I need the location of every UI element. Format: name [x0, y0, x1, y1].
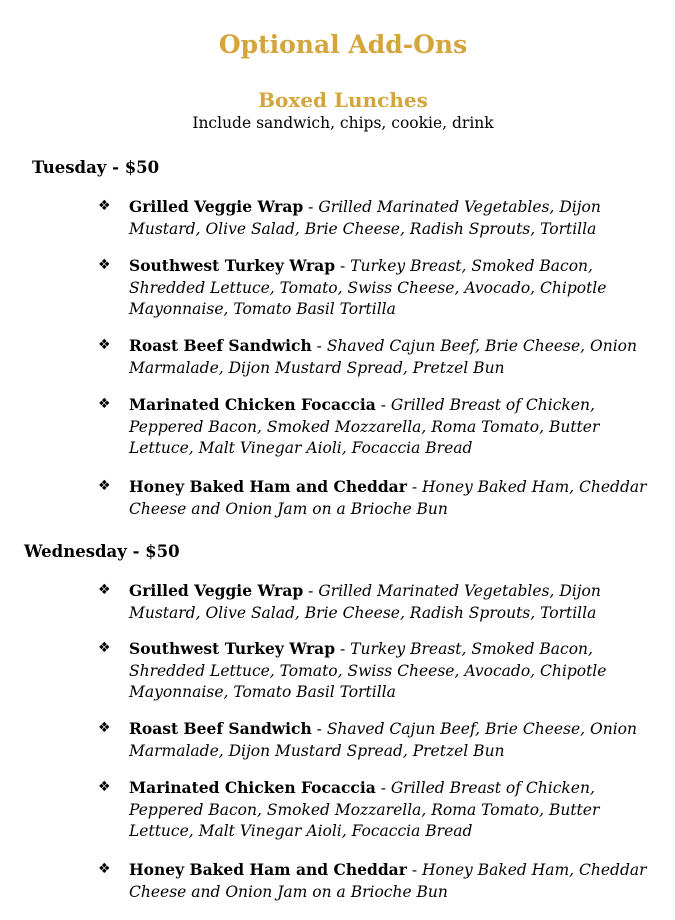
diamond-bullet-icon: ❖	[98, 582, 111, 598]
diamond-bullet-icon: ❖	[98, 478, 111, 494]
item-description: Grilled Marinated Vegetables, Dijon Mustard, Olive Salad, Brie Cheese, Radish Sprouts, Tortilla	[129, 198, 601, 238]
item-description: Shaved Cajun Beef, Brie Cheese, Onion Marmalade, Dijon Mustard Spread, Pretzel Bun	[129, 337, 637, 377]
item-description: Shaved Cajun Beef, Brie Cheese, Onion Marmalade, Dijon Mustard Spread, Pretzel Bun	[129, 720, 637, 760]
section-title: Boxed Lunches	[258, 88, 428, 112]
item-name: Marinated Chicken Focaccia	[129, 778, 376, 797]
menu-item	[98, 476, 664, 520]
item-description: Turkey Breast, Smoked Bacon, Shredded Lettuce, Tomato, Swiss Cheese, Avocado, Chipotle Mayonnaise, Tomato Basil Tortilla	[129, 640, 607, 701]
item-description: Grilled Breast of Chicken, Peppered Bacon, Smoked Mozzarella, Roma Tomato, Butter Lettuce, Malt Vinegar Aioli, Focaccia Bread	[129, 779, 600, 840]
item-name: Southwest Turkey Wrap	[129, 639, 336, 658]
diamond-bullet-icon: ❖	[98, 861, 111, 877]
diamond-bullet-icon: ❖	[98, 396, 111, 412]
item-name: Roast Beef Sandwich	[129, 719, 312, 738]
menu-item	[98, 718, 664, 762]
item-separator: -	[335, 257, 351, 275]
day-heading-wednesday: Wednesday - $50	[24, 542, 180, 561]
diamond-bullet-icon: ❖	[98, 257, 111, 273]
diamond-bullet-icon: ❖	[98, 640, 111, 656]
item-separator: -	[375, 396, 391, 414]
menu-item	[98, 335, 664, 379]
menu-item	[98, 196, 664, 240]
item-name: Grilled Veggie Wrap	[129, 197, 304, 216]
item-name: Roast Beef Sandwich	[129, 336, 312, 355]
item-separator: -	[311, 337, 327, 355]
item-separator: -	[303, 582, 319, 600]
diamond-bullet-icon: ❖	[98, 198, 111, 214]
menu-item	[98, 580, 664, 624]
item-name: Southwest Turkey Wrap	[129, 256, 336, 275]
item-description: Honey Baked Ham, Cheddar Cheese and Onion Jam on a Brioche Bun	[129, 861, 647, 901]
item-separator: -	[375, 779, 391, 797]
item-separator: -	[303, 198, 319, 216]
diamond-bullet-icon: ❖	[98, 337, 111, 353]
item-separator: -	[311, 720, 327, 738]
item-separator: -	[406, 861, 422, 879]
menu-item	[98, 394, 664, 460]
menu-item	[98, 638, 664, 704]
menu-item	[98, 777, 664, 843]
item-description: Turkey Breast, Smoked Bacon, Shredded Lettuce, Tomato, Swiss Cheese, Avocado, Chipotle Mayonnaise, Tomato Basil Tortilla	[129, 257, 607, 318]
menu-item	[98, 859, 664, 903]
section-subtitle: Include sandwich, chips, cookie, drink	[192, 114, 494, 132]
item-name: Honey Baked Ham and Cheddar	[129, 860, 407, 879]
day-heading-tuesday: Tuesday - $50	[32, 158, 160, 177]
item-separator: -	[335, 640, 351, 658]
item-description: Grilled Breast of Chicken, Peppered Bacon, Smoked Mozzarella, Roma Tomato, Butter Lettuce, Malt Vinegar Aioli, Focaccia Bread	[129, 396, 600, 457]
item-description: Grilled Marinated Vegetables, Dijon Mustard, Olive Salad, Brie Cheese, Radish Sprouts, Tortilla	[129, 582, 601, 622]
diamond-bullet-icon: ❖	[98, 720, 111, 736]
item-description: Honey Baked Ham, Cheddar Cheese and Onion Jam on a Brioche Bun	[129, 478, 647, 518]
diamond-bullet-icon: ❖	[98, 779, 111, 795]
page-title: Optional Add-Ons	[218, 30, 468, 59]
item-separator: -	[406, 478, 422, 496]
item-name: Grilled Veggie Wrap	[129, 581, 304, 600]
menu-item	[98, 255, 664, 321]
item-name: Honey Baked Ham and Cheddar	[129, 477, 407, 496]
item-name: Marinated Chicken Focaccia	[129, 395, 376, 414]
